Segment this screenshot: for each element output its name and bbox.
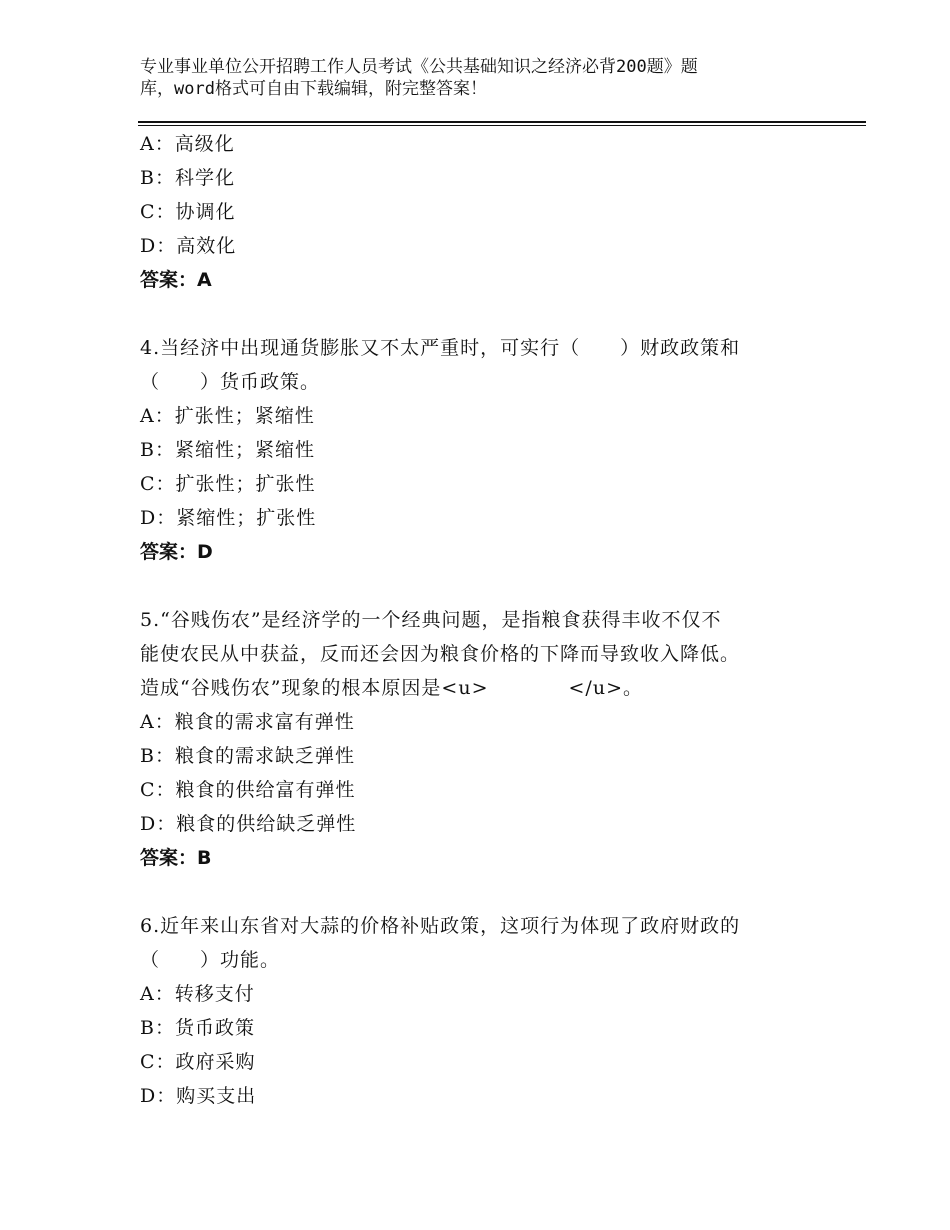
q5-option-c: C：粮食的供给富有弹性: [140, 779, 356, 801]
spacer: [140, 569, 820, 603]
q4-stem-line-2: （ ）货币政策。: [140, 371, 321, 393]
spacer: [140, 297, 820, 331]
q3-option-a: A：高级化: [140, 133, 235, 155]
q5-answer: 答案：B: [140, 847, 212, 869]
q4-option-c: C：扩张性；扩张性: [140, 473, 316, 495]
q5-option-a: A：粮食的需求富有弹性: [140, 711, 355, 733]
q3-answer: 答案：A: [140, 269, 212, 291]
q3-option-b: B：科学化: [140, 167, 235, 189]
question-4: [140, 331, 820, 569]
q6-option-b: B：货币政策: [140, 1017, 255, 1039]
header-title-line-1: 专业事业单位公开招聘工作人员考试《公共基础知识之经济必背200题》题: [140, 57, 698, 77]
q5-stem-line-3: 造成“谷贱伤农”现象的根本原因是<u> </u>。: [140, 677, 643, 699]
header-title-line-2: 库，word格式可自由下载编辑，附完整答案！: [140, 79, 487, 99]
question-3: [140, 127, 820, 297]
q5-option-b: B：粮食的需求缺乏弹性: [140, 745, 355, 767]
question-content: [140, 127, 820, 1113]
q4-answer: 答案：D: [140, 541, 213, 563]
q6-option-c: C：政府采购: [140, 1051, 256, 1073]
q4-option-d: D：紧缩性；扩张性: [140, 507, 317, 529]
header-rule-thick: [138, 121, 866, 123]
question-6: [140, 909, 820, 1113]
q5-option-d: D：粮食的供给缺乏弹性: [140, 813, 357, 835]
header-rule-thin: [138, 125, 866, 126]
q3-option-c: C：协调化: [140, 201, 236, 223]
question-5: [140, 603, 820, 875]
q3-option-d: D：高效化: [140, 235, 237, 257]
q5-stem-line-1: 5.“谷贱伤农”是经济学的一个经典问题，是指粮食获得丰收不仅不: [140, 609, 722, 631]
q5-stem-line-2: 能使农民从中获益，反而还会因为粮食价格的下降而导致收入降低。: [140, 643, 741, 665]
q4-option-a: A：扩张性；紧缩性: [140, 405, 315, 427]
q6-stem-line-2: （ ）功能。: [140, 949, 281, 971]
q6-option-d: D：购买支出: [140, 1085, 257, 1107]
q6-stem-line-1: 6.近年来山东省对大蒜的价格补贴政策，这项行为体现了政府财政的: [140, 915, 741, 937]
q6-option-a: A：转移支付: [140, 983, 255, 1005]
q4-stem-line-1: 4.当经济中出现通货膨胀又不太严重时，可实行（ ）财政政策和: [140, 337, 741, 359]
spacer: [140, 875, 820, 909]
document-header: [140, 56, 820, 100]
q4-option-b: B：紧缩性；紧缩性: [140, 439, 315, 461]
